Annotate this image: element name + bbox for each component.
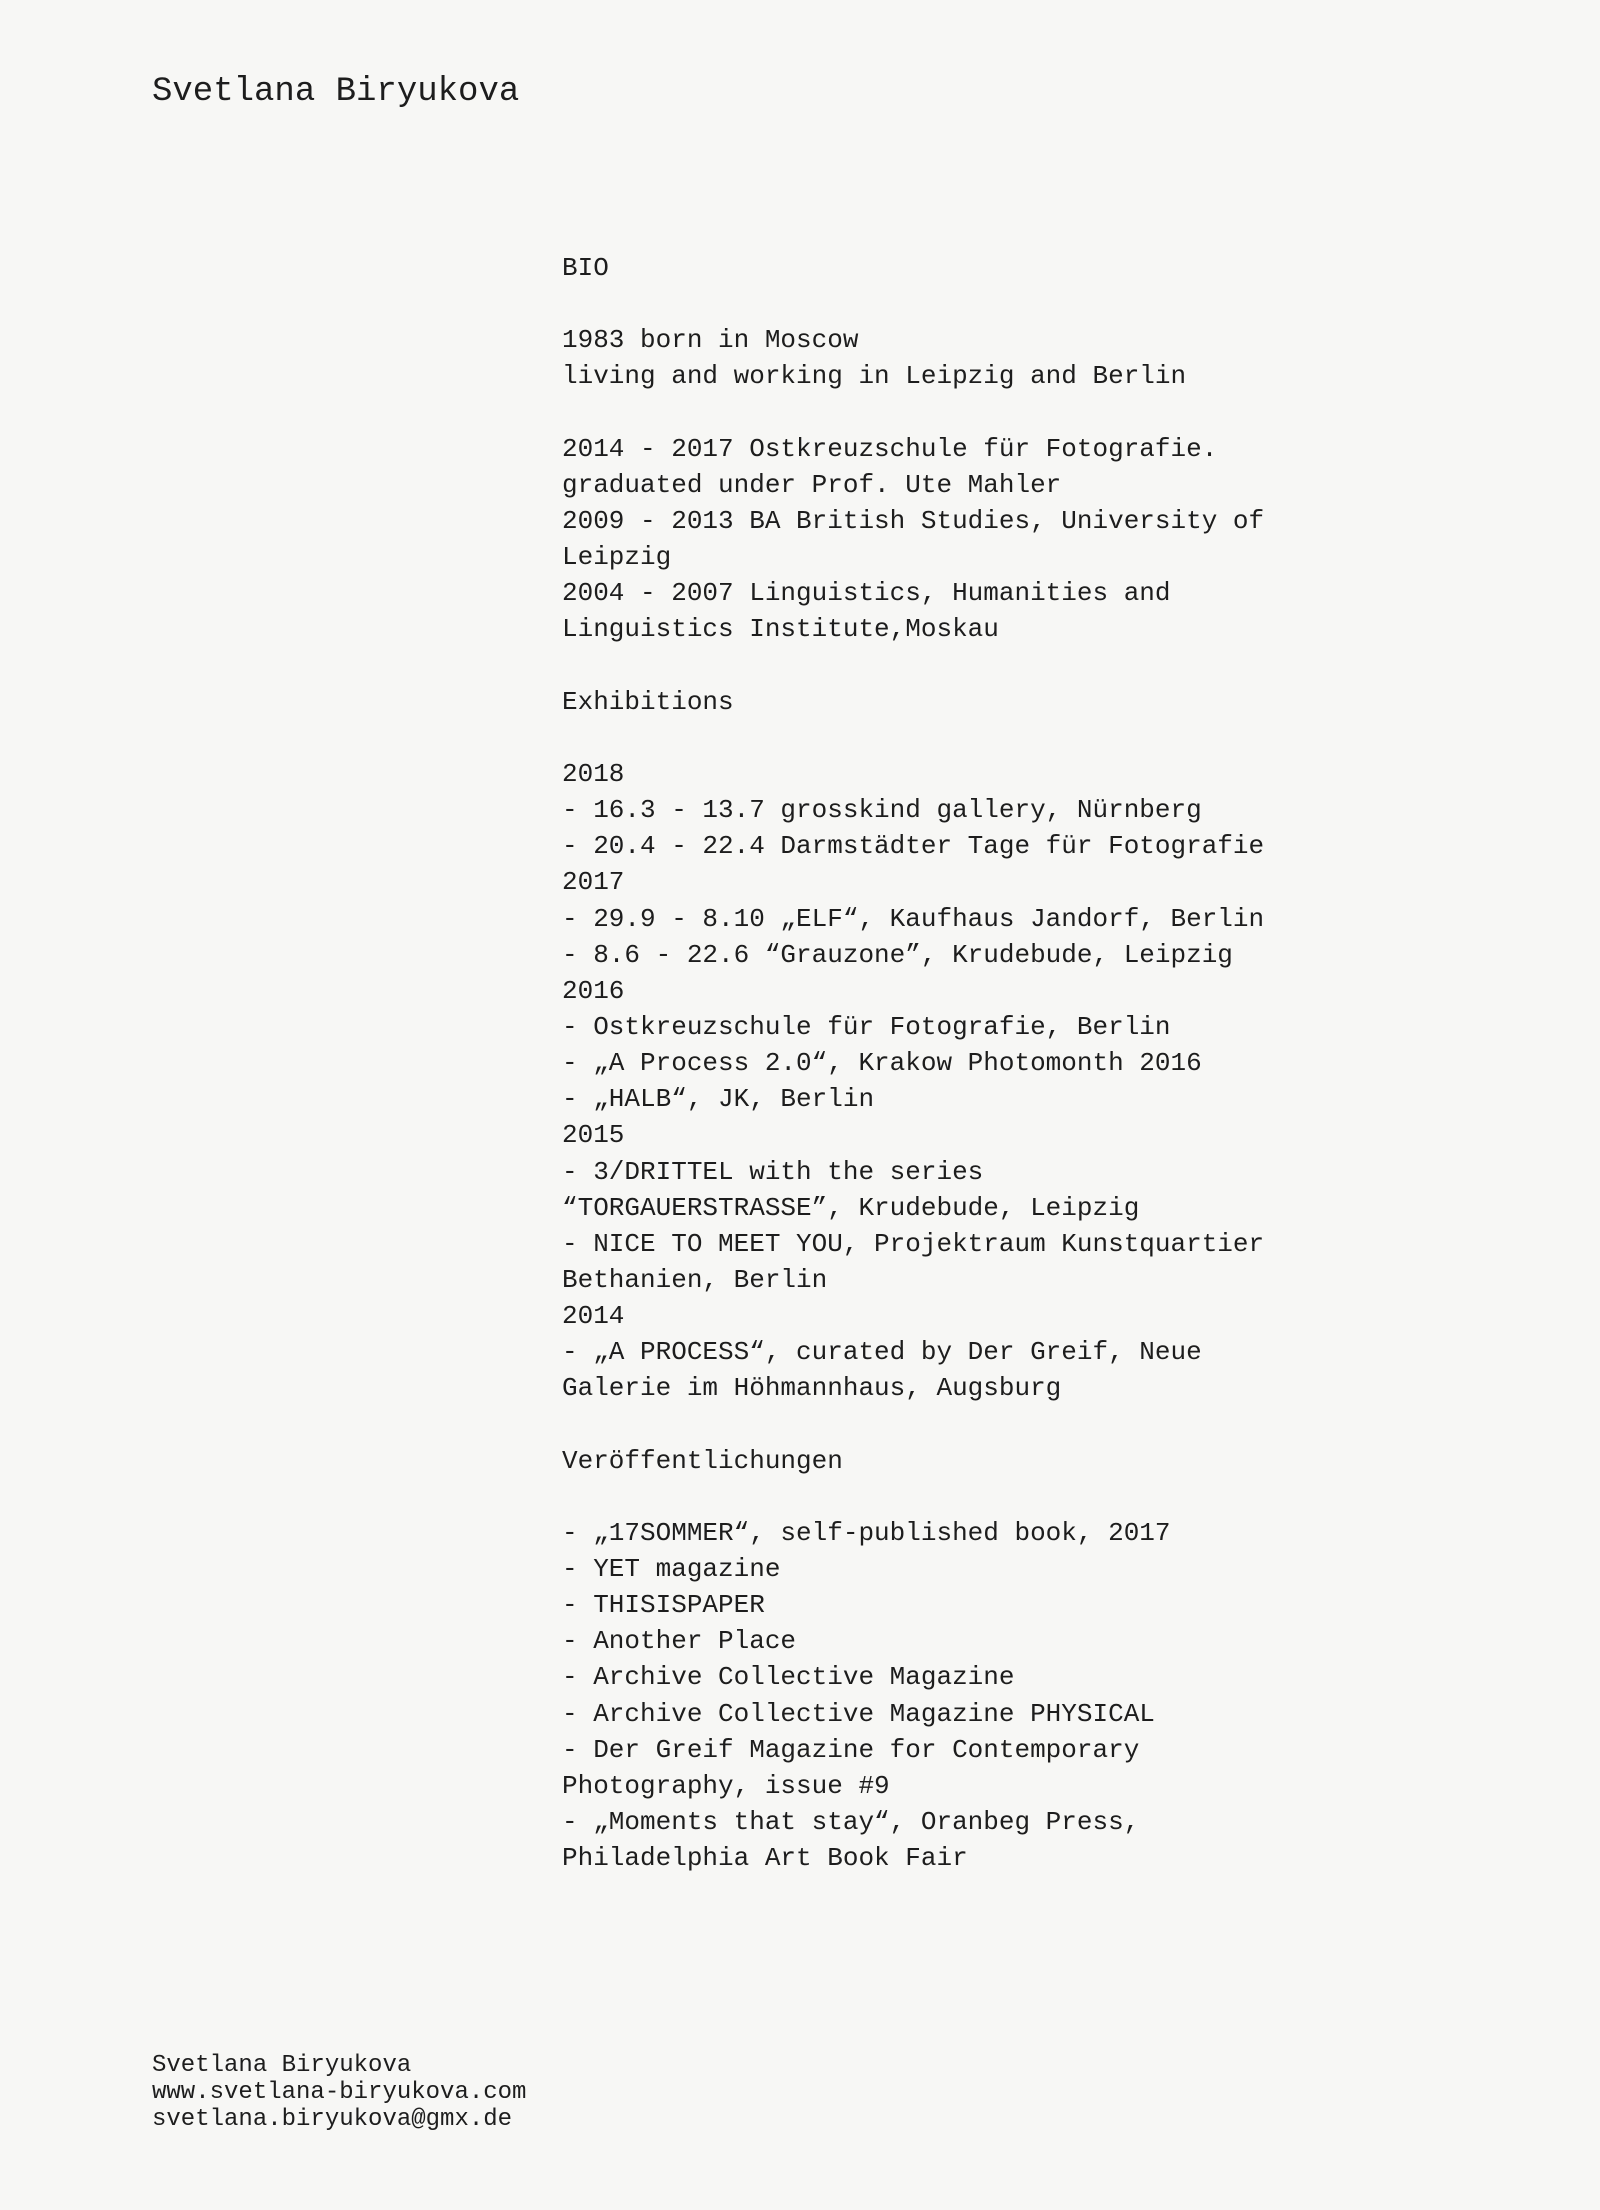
footer-name: Svetlana Biryukova xyxy=(152,2052,412,2079)
publication-line: - „Moments that stay“, Oranbeg Press, xyxy=(562,1807,1140,1838)
exhibition-line: - 3/DRITTEL with the series xyxy=(562,1156,984,1187)
exhibition-line: 2014 xyxy=(562,1301,625,1332)
exhibition-line: - 8.6 - 22.6 “Grauzone”, Krudebude, Leipzig xyxy=(562,939,1233,970)
exhibition-line: - „HALB“, JK, Berlin xyxy=(562,1084,875,1115)
publication-line: - Archive Collective Magazine PHYSICAL xyxy=(562,1698,1155,1729)
bio-living: living and working in Leipzig and Berlin xyxy=(562,361,1187,392)
exhibition-line: - „A Process 2.0“, Krakow Photomonth 2016 xyxy=(562,1048,1202,1079)
spacer xyxy=(562,1407,1322,1443)
exhibition-line: - 29.9 - 8.10 „ELF“, Kaufhaus Jandorf, Berlin xyxy=(562,903,1265,934)
footer-contact xyxy=(152,2052,526,2133)
page-title: Svetlana Biryukova xyxy=(152,73,520,111)
exhibition-line: - „A PROCESS“, curated by Der Greif, Neue xyxy=(562,1337,1202,1368)
exhibition-line: - NICE TO MEET YOU, Projektraum Kunstquartier xyxy=(562,1228,1265,1259)
spacer xyxy=(562,395,1322,431)
publication-line: Photography, issue #9 xyxy=(562,1770,890,1801)
publication-line: - Der Greif Magazine for Contemporary xyxy=(562,1734,1140,1765)
spacer xyxy=(562,1479,1322,1515)
exhibition-line: Galerie im Höhmannhaus, Augsburg xyxy=(562,1373,1062,1404)
education-line: graduated under Prof. Ute Mahler xyxy=(562,469,1062,500)
spacer xyxy=(562,720,1322,756)
spacer xyxy=(562,286,1322,322)
education-line: 2014 - 2017 Ostkreuzschule für Fotografie. xyxy=(562,433,1218,464)
footer-website-link[interactable]: www.svetlana-biryukova.com xyxy=(152,2079,527,2106)
exhibition-line: - 20.4 - 22.4 Darmstädter Tage für Fotografie xyxy=(562,831,1265,862)
exhibition-line: 2015 xyxy=(562,1120,625,1151)
education-line: Leipzig xyxy=(562,542,672,573)
exhibition-line: 2017 xyxy=(562,867,625,898)
exhibition-line: - Ostkreuzschule für Fotografie, Berlin xyxy=(562,1011,1171,1042)
spacer xyxy=(562,648,1322,684)
exhibition-line: 2018 xyxy=(562,758,625,789)
publication-line: - „17SOMMER“, self-published book, 2017 xyxy=(562,1517,1171,1548)
publication-line: - YET magazine xyxy=(562,1554,781,1585)
publication-line: - Archive Collective Magazine xyxy=(562,1662,1015,1693)
publication-line: - Another Place xyxy=(562,1626,797,1657)
education-line: 2004 - 2007 Linguistics, Humanities and xyxy=(562,578,1171,609)
education-line: 2009 - 2013 BA British Studies, University of xyxy=(562,505,1265,536)
exhibition-line: 2016 xyxy=(562,975,625,1006)
exhibitions-heading: Exhibitions xyxy=(562,686,734,717)
bio-born: 1983 born in Moscow xyxy=(562,325,859,356)
publications-heading: Veröffentlichungen xyxy=(562,1445,843,1476)
footer-email-link[interactable]: svetlana.biryukova@gmx.de xyxy=(152,2106,513,2133)
publication-line: - THISISPAPER xyxy=(562,1590,765,1621)
exhibition-line: Bethanien, Berlin xyxy=(562,1264,828,1295)
publication-line: Philadelphia Art Book Fair xyxy=(562,1843,968,1874)
exhibition-line: - 16.3 - 13.7 grosskind gallery, Nürnberg xyxy=(562,795,1202,826)
cv-content xyxy=(562,250,1322,1876)
exhibition-line: “TORGAUERSTRASSE”, Krudebude, Leipzig xyxy=(562,1192,1140,1223)
education-line: Linguistics Institute,Moskau xyxy=(562,614,999,645)
bio-heading: BIO xyxy=(562,253,609,283)
